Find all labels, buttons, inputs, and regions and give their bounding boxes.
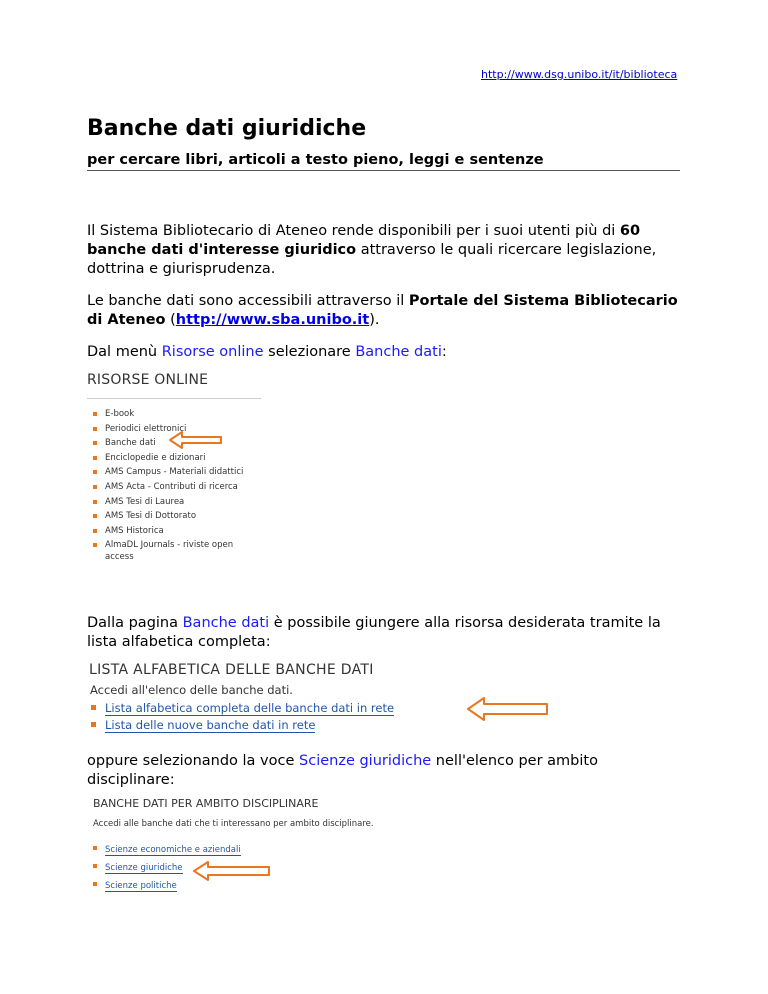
menu-item-label: Banche dati (105, 438, 156, 449)
bullet-icon (93, 470, 97, 474)
list-item-link: Scienze giuridiche (105, 863, 183, 873)
list-text-2: è possibile giungere alla risorsa desiderata tramite la lista alfabetica completa: (87, 615, 661, 650)
menu-item (93, 539, 243, 565)
risorse-online-label: Risorse online (161, 344, 264, 360)
bullet-icon (93, 543, 97, 547)
menu-item (93, 496, 243, 511)
arrow-left-icon (168, 430, 224, 450)
sba-portal-link[interactable]: http://www.sba.unibo.it (175, 312, 370, 328)
intro-paragraph (87, 222, 687, 279)
menu-item-label: AMS Tesi di Dottorato (105, 511, 197, 522)
menu-text-1: Dal menù (87, 344, 162, 360)
list-instruction (87, 614, 687, 652)
menu-item-label: Periodici elettronici (105, 423, 187, 434)
list-text-1: Dalla pagina (87, 615, 183, 631)
access-paren-close: ). (369, 312, 380, 328)
menu-item (93, 510, 243, 525)
arrow-left-icon (192, 860, 272, 882)
list-item-link: Scienze politiche (105, 881, 177, 891)
access-paren-open: ( (165, 312, 176, 328)
list-item (93, 845, 241, 855)
ambito-instruction (87, 752, 687, 790)
intro-text-bold: 60 banche dati d'interesse giuridico (87, 223, 641, 258)
banche-dati-page-label: Banche dati (182, 615, 270, 631)
page-title: Banche dati giuridiche (87, 116, 367, 141)
menu-text-2: selezionare (263, 344, 356, 360)
bullet-icon (93, 882, 97, 886)
list-item (91, 718, 315, 732)
arrow-left-icon (466, 696, 550, 722)
page-subtitle: per cercare libri, articoli a testo pieno, leggi e sentenze (87, 152, 544, 168)
list-item-link: Lista alfabetica completa delle banche dati in rete (105, 701, 395, 715)
menu-item-label: E-book (105, 409, 135, 419)
bullet-icon (93, 514, 97, 518)
list-item (93, 863, 183, 873)
list-item-link: Scienze economiche e aziendali (105, 845, 241, 855)
access-paragraph (87, 292, 687, 330)
menu-item-label-cont: access (105, 552, 134, 563)
list-item-link: Lista delle nuove banche dati in rete (105, 718, 316, 732)
bullet-icon (93, 427, 97, 431)
menu-item-label: AMS Campus - Materiali didattici (105, 467, 244, 478)
bullet-icon (93, 846, 97, 850)
risorse-online-header: RISORSE ONLINE (87, 372, 209, 388)
menu-item-label: AMS Historica (105, 525, 164, 536)
banche-dati-label: Banche dati (355, 344, 442, 360)
portal-name: Portale del Sistema Bibliotecario di Ateneo (87, 293, 678, 328)
menu-item (93, 452, 243, 467)
menu-item (93, 481, 243, 496)
lista-alfabetica-header: LISTA ALFABETICA DELLE BANCHE DATI (89, 662, 374, 678)
website-link[interactable]: http://www.dsg.unibo.it/it/biblioteca (481, 68, 678, 81)
menu-text-3: : (441, 344, 447, 360)
bullet-icon (91, 705, 96, 710)
menu-item (93, 525, 243, 540)
ambito-text-2: nell'elenco per ambito disciplinare: (87, 753, 598, 788)
menu-item-label: AlmaDL Journals - riviste open (105, 540, 234, 551)
ambito-text-1: oppure selezionando la voce (87, 753, 300, 769)
list-item (91, 701, 394, 715)
bullet-icon (93, 485, 97, 489)
bullet-icon (93, 412, 97, 416)
bullet-icon (91, 722, 96, 727)
menu-instruction (87, 343, 687, 362)
ambito-sub: Accedi alle banche dati che ti interessano per ambito disciplinare. (93, 819, 374, 829)
bullet-icon (93, 864, 97, 868)
access-text-1: Le banche dati sono accessibili attraverso il (87, 293, 409, 309)
ambito-header: BANCHE DATI PER AMBITO DISCIPLINARE (93, 797, 319, 810)
intro-text-2: attraverso le quali ricercare legislazione, dottrina e giurisprudenza. (87, 242, 657, 277)
menu-item-label: AMS Tesi di Laurea (105, 496, 185, 507)
header-divider (87, 398, 261, 399)
bullet-icon (93, 500, 97, 504)
title-divider (87, 170, 680, 171)
scienze-giuridiche-label: Scienze giuridiche (299, 753, 432, 769)
bullet-icon (93, 529, 97, 533)
menu-item (93, 408, 243, 423)
intro-text-1: Il Sistema Bibliotecario di Ateneo rende disponibili per i suoi utenti più di (87, 223, 620, 239)
ambito-disciplinare-screenshot (87, 797, 407, 902)
menu-item (93, 466, 243, 481)
menu-item-label: Enciclopedie e dizionari (105, 452, 206, 463)
list-item (93, 881, 177, 891)
lista-alfabetica-sub: Accedi all'elenco delle banche dati. (90, 683, 293, 697)
bullet-icon (93, 441, 97, 445)
risorse-online-screenshot (87, 372, 261, 566)
menu-item-label: AMS Acta - Contributi di ricerca (105, 481, 238, 492)
bullet-icon (93, 456, 97, 460)
